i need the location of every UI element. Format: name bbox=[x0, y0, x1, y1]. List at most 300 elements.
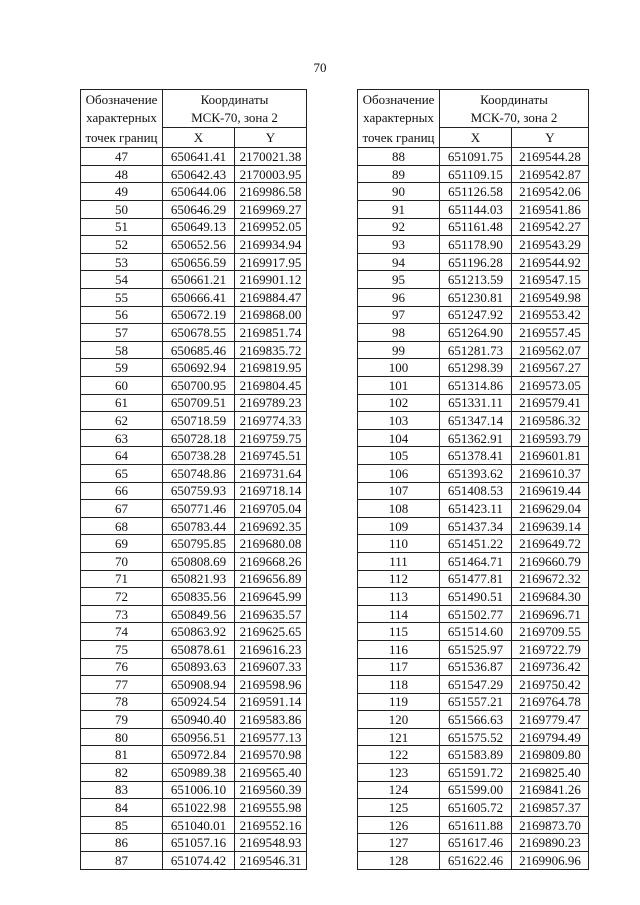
table-row bbox=[81, 693, 307, 711]
y-coordinate-cell: 2169934.94 bbox=[235, 236, 307, 254]
table-row bbox=[358, 746, 589, 764]
x-coordinate-cell: 650989.38 bbox=[163, 764, 235, 782]
table-row bbox=[81, 394, 307, 412]
point-number-cell: 119 bbox=[358, 693, 440, 711]
point-number-cell: 75 bbox=[81, 640, 163, 658]
x-coordinate-cell: 650759.93 bbox=[163, 482, 235, 500]
point-number-cell: 117 bbox=[358, 658, 440, 676]
x-coordinate-cell: 651091.75 bbox=[440, 148, 512, 166]
point-number-cell: 96 bbox=[358, 289, 440, 307]
y-coordinate-cell: 2169672.32 bbox=[512, 570, 589, 588]
x-coordinate-cell: 651281.73 bbox=[440, 341, 512, 359]
table-row bbox=[358, 289, 589, 307]
table-row bbox=[81, 658, 307, 676]
x-coordinate-cell: 651605.72 bbox=[440, 799, 512, 817]
table-row bbox=[81, 552, 307, 570]
table-row bbox=[81, 482, 307, 500]
point-number-cell: 63 bbox=[81, 429, 163, 447]
table-row bbox=[358, 377, 589, 395]
x-coordinate-cell: 651331.11 bbox=[440, 394, 512, 412]
x-coordinate-cell: 651566.63 bbox=[440, 711, 512, 729]
table-row bbox=[81, 324, 307, 342]
point-number-cell: 98 bbox=[358, 324, 440, 342]
table-row bbox=[81, 588, 307, 606]
table-row bbox=[358, 658, 589, 676]
x-coordinate-cell: 651264.90 bbox=[440, 324, 512, 342]
point-number-cell: 70 bbox=[81, 552, 163, 570]
y-coordinate-cell: 2169718.14 bbox=[235, 482, 307, 500]
point-number-cell: 95 bbox=[358, 271, 440, 289]
y-coordinate-cell: 2169601.81 bbox=[512, 447, 589, 465]
point-number-cell: 128 bbox=[358, 852, 440, 870]
x-coordinate-cell: 650795.85 bbox=[163, 535, 235, 553]
y-coordinate-cell: 2169639.14 bbox=[512, 517, 589, 535]
point-number-cell: 107 bbox=[358, 482, 440, 500]
point-number-cell: 47 bbox=[81, 148, 163, 166]
x-coordinate-cell: 651347.14 bbox=[440, 412, 512, 430]
table-row bbox=[81, 341, 307, 359]
designation-header-line-1: Обозначение bbox=[362, 92, 435, 108]
y-coordinate-cell: 2169804.45 bbox=[235, 377, 307, 395]
y-coordinate-cell: 2169917.95 bbox=[235, 253, 307, 271]
table-row bbox=[81, 464, 307, 482]
point-number-cell: 71 bbox=[81, 570, 163, 588]
y-coordinate-cell: 2169969.27 bbox=[235, 201, 307, 219]
x-coordinate-cell: 650661.21 bbox=[163, 271, 235, 289]
point-number-cell: 56 bbox=[81, 306, 163, 324]
point-number-cell: 60 bbox=[81, 377, 163, 395]
table-row bbox=[358, 324, 589, 342]
point-number-cell: 116 bbox=[358, 640, 440, 658]
y-coordinate-cell: 2169731.64 bbox=[235, 464, 307, 482]
table-row bbox=[358, 482, 589, 500]
page-number: 70 bbox=[313, 60, 327, 75]
table-row bbox=[81, 165, 307, 183]
point-number-cell: 113 bbox=[358, 588, 440, 606]
y-coordinate-cell: 2169890.23 bbox=[512, 834, 589, 852]
table-row bbox=[358, 412, 589, 430]
x-coordinate-cell: 650646.29 bbox=[163, 201, 235, 219]
x-coordinate-cell: 651161.48 bbox=[440, 218, 512, 236]
table-row bbox=[358, 676, 589, 694]
x-coordinate-cell: 651196.28 bbox=[440, 253, 512, 271]
y-coordinate-cell: 2169553.42 bbox=[512, 306, 589, 324]
coordinates-header bbox=[440, 90, 589, 128]
y-coordinate-cell: 2169857.37 bbox=[512, 799, 589, 817]
x-coordinate-cell: 650738.28 bbox=[163, 447, 235, 465]
point-number-cell: 99 bbox=[358, 341, 440, 359]
x-coordinate-cell: 650644.06 bbox=[163, 183, 235, 201]
point-number-cell: 86 bbox=[81, 834, 163, 852]
table-row bbox=[81, 746, 307, 764]
x-coordinate-cell: 651074.42 bbox=[163, 852, 235, 870]
point-number-cell: 101 bbox=[358, 377, 440, 395]
x-coordinate-cell: 651393.62 bbox=[440, 464, 512, 482]
y-coordinate-cell: 2169825.40 bbox=[512, 764, 589, 782]
point-number-cell: 102 bbox=[358, 394, 440, 412]
designation-header-line-3: точек границ bbox=[81, 128, 163, 148]
table-row bbox=[81, 148, 307, 166]
y-coordinate-cell: 2169552.16 bbox=[235, 816, 307, 834]
x-coordinate-cell: 651247.92 bbox=[440, 306, 512, 324]
y-coordinate-cell: 2169616.23 bbox=[235, 640, 307, 658]
y-coordinate-cell: 2169548.93 bbox=[235, 834, 307, 852]
point-number-cell: 108 bbox=[358, 500, 440, 518]
x-coordinate-cell: 651437.34 bbox=[440, 517, 512, 535]
x-coordinate-cell: 650748.86 bbox=[163, 464, 235, 482]
table-row bbox=[81, 711, 307, 729]
point-number-cell: 100 bbox=[358, 359, 440, 377]
y-coordinate-cell: 2169542.87 bbox=[512, 165, 589, 183]
y-coordinate-cell: 2169835.72 bbox=[235, 341, 307, 359]
point-number-cell: 103 bbox=[358, 412, 440, 430]
table-row bbox=[358, 236, 589, 254]
point-number-cell: 105 bbox=[358, 447, 440, 465]
x-coordinate-cell: 651547.29 bbox=[440, 676, 512, 694]
table-row bbox=[81, 429, 307, 447]
table-row bbox=[358, 253, 589, 271]
y-coordinate-cell: 2169986.58 bbox=[235, 183, 307, 201]
coordinates-table-left bbox=[80, 89, 307, 870]
table-row bbox=[358, 447, 589, 465]
y-coordinate-cell: 2169549.98 bbox=[512, 289, 589, 307]
point-number-cell: 58 bbox=[81, 341, 163, 359]
table-row bbox=[81, 623, 307, 641]
y-coordinate-cell: 2169680.08 bbox=[235, 535, 307, 553]
x-coordinate-cell: 651591.72 bbox=[440, 764, 512, 782]
designation-header-line-1: Обозначение bbox=[85, 92, 158, 108]
designation-header-line-3: точек границ bbox=[358, 128, 440, 148]
x-coordinate-cell: 650972.84 bbox=[163, 746, 235, 764]
point-number-cell: 120 bbox=[358, 711, 440, 729]
y-coordinate-cell: 2169705.04 bbox=[235, 500, 307, 518]
y-coordinate-cell: 2169649.72 bbox=[512, 535, 589, 553]
point-number-cell: 49 bbox=[81, 183, 163, 201]
x-coordinate-cell: 651230.81 bbox=[440, 289, 512, 307]
x-coordinate-cell: 651006.10 bbox=[163, 781, 235, 799]
point-number-cell: 65 bbox=[81, 464, 163, 482]
point-number-cell: 67 bbox=[81, 500, 163, 518]
x-coordinate-cell: 651144.03 bbox=[440, 201, 512, 219]
y-coordinate-cell: 2169586.32 bbox=[512, 412, 589, 430]
point-number-cell: 82 bbox=[81, 764, 163, 782]
y-coordinate-cell: 2169598.96 bbox=[235, 676, 307, 694]
x-coordinate-cell: 651298.39 bbox=[440, 359, 512, 377]
y-coordinate-cell: 2169696.71 bbox=[512, 605, 589, 623]
point-number-cell: 64 bbox=[81, 447, 163, 465]
x-coordinate-cell: 650893.63 bbox=[163, 658, 235, 676]
x-coordinate-cell: 650728.18 bbox=[163, 429, 235, 447]
y-coordinate-cell: 2169565.40 bbox=[235, 764, 307, 782]
y-coordinate-cell: 2169779.47 bbox=[512, 711, 589, 729]
y-coordinate-cell: 2169547.15 bbox=[512, 271, 589, 289]
table-row bbox=[81, 306, 307, 324]
point-number-cell: 104 bbox=[358, 429, 440, 447]
table-body-left bbox=[81, 148, 307, 869]
y-coordinate-cell: 2169607.33 bbox=[235, 658, 307, 676]
x-coordinate-cell: 651536.87 bbox=[440, 658, 512, 676]
point-number-cell: 53 bbox=[81, 253, 163, 271]
table-row bbox=[358, 834, 589, 852]
point-number-cell: 73 bbox=[81, 605, 163, 623]
point-number-cell: 48 bbox=[81, 165, 163, 183]
x-coordinate-cell: 650808.69 bbox=[163, 552, 235, 570]
x-coordinate-cell: 650878.61 bbox=[163, 640, 235, 658]
y-column-header: Y bbox=[235, 128, 307, 148]
point-number-cell: 126 bbox=[358, 816, 440, 834]
x-coordinate-cell: 650672.19 bbox=[163, 306, 235, 324]
x-coordinate-cell: 651557.21 bbox=[440, 693, 512, 711]
y-coordinate-cell: 2169906.96 bbox=[512, 852, 589, 870]
x-coordinate-cell: 650924.54 bbox=[163, 693, 235, 711]
x-column-header: X bbox=[163, 128, 235, 148]
x-coordinate-cell: 651022.98 bbox=[163, 799, 235, 817]
x-coordinate-cell: 650652.56 bbox=[163, 236, 235, 254]
point-number-cell: 54 bbox=[81, 271, 163, 289]
coordinates-table-right bbox=[357, 89, 589, 870]
table-row bbox=[81, 605, 307, 623]
point-number-cell: 92 bbox=[358, 218, 440, 236]
table-row bbox=[81, 447, 307, 465]
y-coordinate-cell: 2169794.49 bbox=[512, 728, 589, 746]
table-row bbox=[358, 570, 589, 588]
point-number-cell: 61 bbox=[81, 394, 163, 412]
y-coordinate-cell: 2169541.86 bbox=[512, 201, 589, 219]
y-coordinate-cell: 2169952.05 bbox=[235, 218, 307, 236]
table-row bbox=[358, 693, 589, 711]
table-row bbox=[358, 165, 589, 183]
y-coordinate-cell: 2169750.42 bbox=[512, 676, 589, 694]
coordinates-header-line-1: Координаты bbox=[200, 92, 269, 107]
designation-header bbox=[81, 90, 163, 128]
point-number-cell: 111 bbox=[358, 552, 440, 570]
x-coordinate-cell: 651109.15 bbox=[440, 165, 512, 183]
table-row bbox=[358, 605, 589, 623]
table-row bbox=[81, 289, 307, 307]
x-coordinate-cell: 650692.94 bbox=[163, 359, 235, 377]
point-number-cell: 79 bbox=[81, 711, 163, 729]
table-row bbox=[81, 852, 307, 870]
point-number-cell: 62 bbox=[81, 412, 163, 430]
point-number-cell: 55 bbox=[81, 289, 163, 307]
point-number-cell: 87 bbox=[81, 852, 163, 870]
table-row bbox=[81, 799, 307, 817]
x-coordinate-cell: 650709.51 bbox=[163, 394, 235, 412]
point-number-cell: 57 bbox=[81, 324, 163, 342]
y-coordinate-cell: 2169722.79 bbox=[512, 640, 589, 658]
y-coordinate-cell: 2170021.38 bbox=[235, 148, 307, 166]
x-coordinate-cell: 651451.22 bbox=[440, 535, 512, 553]
point-number-cell: 110 bbox=[358, 535, 440, 553]
point-number-cell: 112 bbox=[358, 570, 440, 588]
table-row bbox=[81, 412, 307, 430]
point-number-cell: 124 bbox=[358, 781, 440, 799]
table-row bbox=[358, 711, 589, 729]
x-coordinate-cell: 651514.60 bbox=[440, 623, 512, 641]
x-coordinate-cell: 650678.55 bbox=[163, 324, 235, 342]
table-row bbox=[81, 218, 307, 236]
y-coordinate-cell: 2169593.79 bbox=[512, 429, 589, 447]
designation-header-line-2: характерных bbox=[363, 109, 434, 125]
table-row bbox=[358, 306, 589, 324]
x-coordinate-cell: 651477.81 bbox=[440, 570, 512, 588]
point-number-cell: 78 bbox=[81, 693, 163, 711]
table-row bbox=[358, 535, 589, 553]
table-body-right bbox=[358, 148, 589, 869]
table-row bbox=[81, 570, 307, 588]
point-number-cell: 109 bbox=[358, 517, 440, 535]
point-number-cell: 91 bbox=[358, 201, 440, 219]
table-row bbox=[81, 236, 307, 254]
point-number-cell: 122 bbox=[358, 746, 440, 764]
table-row bbox=[81, 377, 307, 395]
point-number-cell: 81 bbox=[81, 746, 163, 764]
y-coordinate-cell: 2169851.74 bbox=[235, 324, 307, 342]
y-coordinate-cell: 2169629.04 bbox=[512, 500, 589, 518]
y-coordinate-cell: 2169635.57 bbox=[235, 605, 307, 623]
point-number-cell: 127 bbox=[358, 834, 440, 852]
x-coordinate-cell: 651622.46 bbox=[440, 852, 512, 870]
table-row bbox=[81, 271, 307, 289]
x-coordinate-cell: 651583.89 bbox=[440, 746, 512, 764]
designation-header-line-2: характерных bbox=[86, 109, 157, 125]
table-row bbox=[81, 728, 307, 746]
y-coordinate-cell: 2169567.27 bbox=[512, 359, 589, 377]
y-coordinate-cell: 2169579.41 bbox=[512, 394, 589, 412]
point-number-cell: 84 bbox=[81, 799, 163, 817]
y-coordinate-cell: 2169809.80 bbox=[512, 746, 589, 764]
table-row bbox=[358, 799, 589, 817]
point-number-cell: 83 bbox=[81, 781, 163, 799]
y-coordinate-cell: 2169591.14 bbox=[235, 693, 307, 711]
point-number-cell: 106 bbox=[358, 464, 440, 482]
table-row bbox=[358, 218, 589, 236]
point-number-cell: 77 bbox=[81, 676, 163, 694]
x-coordinate-cell: 651575.52 bbox=[440, 728, 512, 746]
coordinates-header-line-2: МСК-70, зона 2 bbox=[191, 109, 278, 125]
table-row bbox=[81, 781, 307, 799]
point-number-cell: 59 bbox=[81, 359, 163, 377]
point-number-cell: 50 bbox=[81, 201, 163, 219]
x-coordinate-cell: 651057.16 bbox=[163, 834, 235, 852]
y-coordinate-cell: 2169583.86 bbox=[235, 711, 307, 729]
table-row bbox=[358, 394, 589, 412]
x-coordinate-cell: 651490.51 bbox=[440, 588, 512, 606]
x-coordinate-cell: 650783.44 bbox=[163, 517, 235, 535]
x-coordinate-cell: 651126.58 bbox=[440, 183, 512, 201]
x-coordinate-cell: 650641.41 bbox=[163, 148, 235, 166]
y-coordinate-cell: 2169789.23 bbox=[235, 394, 307, 412]
y-coordinate-cell: 2169570.98 bbox=[235, 746, 307, 764]
point-number-cell: 123 bbox=[358, 764, 440, 782]
y-coordinate-cell: 2169873.70 bbox=[512, 816, 589, 834]
point-number-cell: 68 bbox=[81, 517, 163, 535]
y-coordinate-cell: 2169901.12 bbox=[235, 271, 307, 289]
x-coordinate-cell: 651040.01 bbox=[163, 816, 235, 834]
table-row bbox=[358, 623, 589, 641]
x-coordinate-cell: 650685.46 bbox=[163, 341, 235, 359]
x-coordinate-cell: 650666.41 bbox=[163, 289, 235, 307]
y-coordinate-cell: 2169645.99 bbox=[235, 588, 307, 606]
table-row bbox=[358, 816, 589, 834]
y-coordinate-cell: 2169542.06 bbox=[512, 183, 589, 201]
x-coordinate-cell: 651464.71 bbox=[440, 552, 512, 570]
y-column-header: Y bbox=[512, 128, 589, 148]
y-coordinate-cell: 2169619.44 bbox=[512, 482, 589, 500]
coordinates-header-line-1: Координаты bbox=[480, 92, 548, 107]
x-coordinate-cell: 651502.77 bbox=[440, 605, 512, 623]
x-coordinate-cell: 651599.00 bbox=[440, 781, 512, 799]
x-coordinate-cell: 650863.92 bbox=[163, 623, 235, 641]
x-coordinate-cell: 650700.95 bbox=[163, 377, 235, 395]
x-coordinate-cell: 650908.94 bbox=[163, 676, 235, 694]
x-coordinate-cell: 650642.43 bbox=[163, 165, 235, 183]
x-column-header: X bbox=[440, 128, 512, 148]
table-row bbox=[81, 816, 307, 834]
x-coordinate-cell: 651611.88 bbox=[440, 816, 512, 834]
table-row bbox=[358, 517, 589, 535]
x-coordinate-cell: 651617.46 bbox=[440, 834, 512, 852]
table-row bbox=[358, 201, 589, 219]
table-row bbox=[358, 852, 589, 870]
point-number-cell: 72 bbox=[81, 588, 163, 606]
table-row bbox=[358, 640, 589, 658]
point-number-cell: 115 bbox=[358, 623, 440, 641]
y-coordinate-cell: 2169557.45 bbox=[512, 324, 589, 342]
coordinates-header bbox=[163, 90, 307, 128]
x-coordinate-cell: 651378.41 bbox=[440, 447, 512, 465]
x-coordinate-cell: 650771.46 bbox=[163, 500, 235, 518]
table-row bbox=[358, 728, 589, 746]
point-number-cell: 125 bbox=[358, 799, 440, 817]
point-number-cell: 51 bbox=[81, 218, 163, 236]
point-number-cell: 114 bbox=[358, 605, 440, 623]
y-coordinate-cell: 2169692.35 bbox=[235, 517, 307, 535]
y-coordinate-cell: 2169625.65 bbox=[235, 623, 307, 641]
x-coordinate-cell: 651314.86 bbox=[440, 377, 512, 395]
y-coordinate-cell: 2169736.42 bbox=[512, 658, 589, 676]
x-coordinate-cell: 651362.91 bbox=[440, 429, 512, 447]
table-row bbox=[358, 552, 589, 570]
x-coordinate-cell: 650849.56 bbox=[163, 605, 235, 623]
y-coordinate-cell: 2169577.13 bbox=[235, 728, 307, 746]
table-row bbox=[358, 341, 589, 359]
point-number-cell: 85 bbox=[81, 816, 163, 834]
point-number-cell: 76 bbox=[81, 658, 163, 676]
y-coordinate-cell: 2169709.55 bbox=[512, 623, 589, 641]
point-number-cell: 88 bbox=[358, 148, 440, 166]
table-row bbox=[358, 359, 589, 377]
table-row bbox=[358, 588, 589, 606]
table-row bbox=[81, 676, 307, 694]
x-coordinate-cell: 650835.56 bbox=[163, 588, 235, 606]
x-coordinate-cell: 651178.90 bbox=[440, 236, 512, 254]
coordinates-header-line-2: МСК-70, зона 2 bbox=[470, 109, 558, 125]
y-coordinate-cell: 2169562.07 bbox=[512, 341, 589, 359]
y-coordinate-cell: 2169759.75 bbox=[235, 429, 307, 447]
point-number-cell: 66 bbox=[81, 482, 163, 500]
x-coordinate-cell: 651213.59 bbox=[440, 271, 512, 289]
point-number-cell: 80 bbox=[81, 728, 163, 746]
point-number-cell: 118 bbox=[358, 676, 440, 694]
x-coordinate-cell: 650656.59 bbox=[163, 253, 235, 271]
point-number-cell: 93 bbox=[358, 236, 440, 254]
table-row bbox=[81, 183, 307, 201]
x-coordinate-cell: 651525.97 bbox=[440, 640, 512, 658]
table-row bbox=[81, 253, 307, 271]
point-number-cell: 97 bbox=[358, 306, 440, 324]
point-number-cell: 89 bbox=[358, 165, 440, 183]
